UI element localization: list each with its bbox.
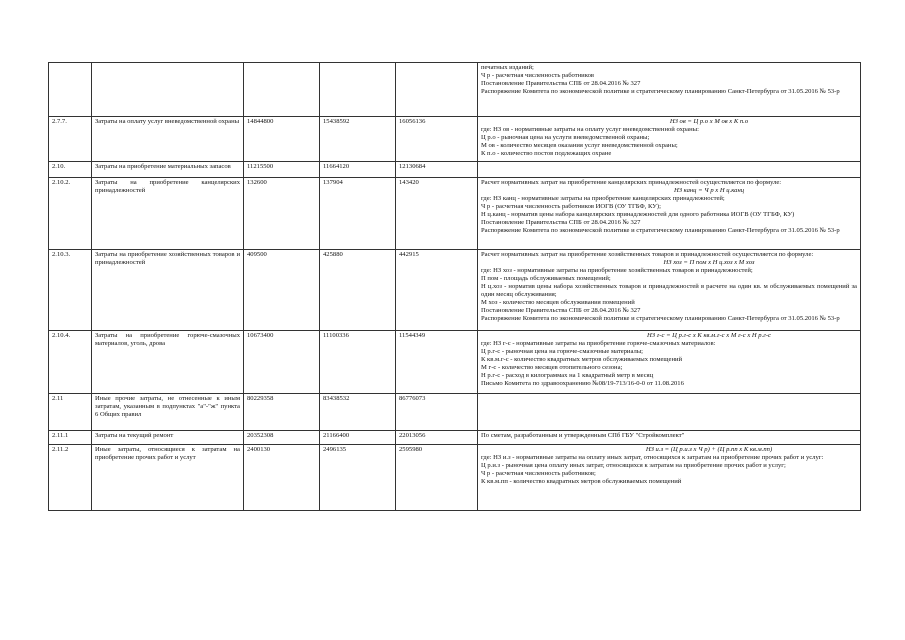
- calc-line: Н ц.хоз - норматив цены набора хозяйственных товаров и принадлежностей в расчете на один кв. м обслуживаемых помещений за один месяц обслуживания;: [481, 283, 857, 299]
- calc-line: Распоряжение Комитета по экономической политике и стратегическому планированию Санкт-Петербурга от 31.05.2016 № 53-р: [481, 315, 840, 323]
- calc-line: Н р.г-с - расход в килограммах на 1 квадратный метр в месяц: [481, 372, 654, 380]
- calc-line: Постановление Правительства СПБ от 28.04.2016 № 327: [481, 307, 641, 315]
- calc-line: печатных изданий;: [481, 64, 534, 71]
- calc-line: По сметам, разработанным и утвержденным СПб ГБУ "Стройкомплект": [481, 432, 685, 439]
- calc-line: где: НЗ хоз - нормативные затраты на приобретение хозяйственных товаров и принадлежностей;: [481, 267, 753, 275]
- calculation-description: [478, 162, 861, 178]
- value-year-3: 442915: [396, 250, 478, 331]
- cost-norms-table: [48, 62, 861, 511]
- row-number: 2.7.7.: [49, 117, 92, 162]
- calculation-description: [478, 250, 861, 331]
- value-year-3: 16056136: [396, 117, 478, 162]
- calculation-description: [478, 63, 861, 117]
- table-row: [49, 178, 861, 250]
- value-year-3: 86776073: [396, 394, 478, 431]
- row-number: 2.10.4.: [49, 331, 92, 394]
- value-year-1: 409500: [244, 250, 320, 331]
- table-row: [49, 63, 861, 117]
- calc-line: Ц р.и.з - рыночная цена оплату иных затрат, относящихся к затратам на приобретение прочих работ и услуг;: [481, 462, 786, 470]
- calc-line: М г-с - количество месяцев отопительного сезона;: [481, 364, 623, 372]
- value-year-3: [396, 63, 478, 117]
- value-year-1: 132600: [244, 178, 320, 250]
- calc-line: Ц р.о - рыночная цена на услуги вневедомственной охраны;: [481, 134, 650, 142]
- value-year-1: 80229358: [244, 394, 320, 431]
- row-number: 2.10.2.: [49, 178, 92, 250]
- value-year-1: 2400130: [244, 445, 320, 511]
- value-year-3: 143420: [396, 178, 478, 250]
- calc-line: М хоз - количество месяцев обслуживания помещений: [481, 299, 635, 307]
- calc-line: Распоряжение Комитета по экономической политике и стратегическому планированию Санкт-Петербурга от 31.05.2016 № 53-р: [481, 88, 840, 96]
- calculation-description: [478, 117, 861, 162]
- table-row: [49, 250, 861, 331]
- row-number: [49, 63, 92, 117]
- value-year-3: 2595980: [396, 445, 478, 511]
- row-number: 2.11.1: [49, 431, 92, 445]
- value-year-2: 83438532: [320, 394, 396, 431]
- calc-line: Ч р - расчетная численность работников: [481, 72, 594, 80]
- calc-formula: НЗ ов = Ц р.о х М ов х К п.о: [669, 118, 749, 125]
- calc-line: П пом - площадь обслуживаемых помещений;: [481, 275, 611, 283]
- row-name: Затраты на приобретение хозяйственных товаров и принадлежностей: [92, 250, 244, 331]
- row-number: 2.10.3.: [49, 250, 92, 331]
- table-row: [49, 117, 861, 162]
- calculation-description: [478, 394, 861, 431]
- value-year-1: 14844800: [244, 117, 320, 162]
- calculation-description: [478, 331, 861, 394]
- calculation-description: [478, 445, 861, 511]
- value-year-1: 11215500: [244, 162, 320, 178]
- calculation-description: [478, 431, 861, 445]
- calc-line: М ов - количество месяцев оказания услуг вневедомственной охраны;: [481, 142, 678, 150]
- table-row: [49, 331, 861, 394]
- table-row: [49, 445, 861, 511]
- calc-intro: Расчет нормативных затрат на приобретение хозяйственных товаров и принадлежностей осуществляется по формуле:: [481, 251, 814, 258]
- row-name: Иные затраты, относящиеся к затратам на приобретение прочих работ и услут: [92, 445, 244, 511]
- value-year-3: 22013056: [396, 431, 478, 445]
- value-year-2: 2496135: [320, 445, 396, 511]
- row-name: Иные прочие затраты, не отнесенные к иным затратам, указанным в подпунктах "а"-"ж" пункта 6 Общих правил: [92, 394, 244, 431]
- row-number: 2.11: [49, 394, 92, 431]
- calc-line: Н ц.канц - норматив цены набора канцелярских принадлежностей для одного работника ИОГВ (ОУ ТГБФ, КУ): [481, 211, 795, 219]
- value-year-2: 425880: [320, 250, 396, 331]
- calc-line: Распоряжение Комитета по экономической политике и стратегическому планированию Санкт-Петербурга от 31.05.2016 № 53-р: [481, 227, 840, 235]
- value-year-2: [320, 63, 396, 117]
- table-body: [49, 63, 861, 511]
- row-name: Затраты на приобретение горюче-смазочных материалов, уголь, дрова: [92, 331, 244, 394]
- calc-formula: НЗ и.з = (Ц р.и.з х Ч р) + (Ц р.пп х К кв.м.пп): [645, 446, 773, 453]
- calc-line: Письмо Комитета по здравоохранению №08/19-713/16-0-0 от 11.08.2016: [481, 380, 684, 388]
- calc-line: Постановление Правительства СПБ от 28.04.2016 № 327: [481, 219, 641, 227]
- calc-line: К кв.м.г-с - количество квадратных метров обслуживаемых помещений: [481, 356, 683, 364]
- row-number: 2.10.: [49, 162, 92, 178]
- value-year-2: 21166400: [320, 431, 396, 445]
- calc-line: где: НЗ и.з - нормативные затраты на оплату иных затрат, относящихся к затратам на приобретение прочих работ и услуг:: [481, 454, 824, 462]
- calc-intro: Расчет нормативных затрат на приобретение канцелярских принадлежностей осуществляется по формуле:: [481, 179, 782, 186]
- value-year-1: 20352308: [244, 431, 320, 445]
- row-name: Затраты на текущий ремонт: [92, 431, 244, 445]
- value-year-1: [244, 63, 320, 117]
- value-year-1: 10673400: [244, 331, 320, 394]
- row-name: Затраты на приобретение материальных запасов: [92, 162, 244, 178]
- calc-line: Ч р - расчетная численность работников;: [481, 470, 596, 478]
- calc-formula: НЗ хоз = П пом х Н ц.хоз х М хоз: [663, 259, 755, 267]
- value-year-3: 11544349: [396, 331, 478, 394]
- value-year-2: 11100336: [320, 331, 396, 394]
- calc-line: Ц р.г-с - рыночная цена на горюче-смазочные материалы;: [481, 348, 643, 356]
- calc-line: Постановление Правительства СПБ от 28.04.2016 № 327: [481, 80, 641, 88]
- calc-line: где: НЗ г-с - нормативные затраты на приобретение горюче-смазочных материалов:: [481, 340, 716, 348]
- calc-line: К кв.м.пп - количество квадратных метров обслуживаемых помещений: [481, 478, 682, 486]
- value-year-3: 12130684: [396, 162, 478, 178]
- value-year-2: 137904: [320, 178, 396, 250]
- calc-line: К п.о - количество постов подлежащих охране: [481, 150, 612, 158]
- calc-formula: НЗ канц = Ч р х Н ц.канц: [673, 187, 745, 195]
- row-number: 2.11.2: [49, 445, 92, 511]
- calc-line: Ч р - расчетная численность работников ИОГВ (ОУ ТГБФ, КУ);: [481, 203, 661, 211]
- row-name: [92, 63, 244, 117]
- calculation-description: [478, 178, 861, 250]
- row-name: Затраты на оплату услуг вневедомственной охраны: [92, 117, 244, 162]
- calc-line: где: НЗ ов - нормативные затраты на оплату услуг вневедомственной охраны:: [481, 126, 699, 134]
- table-row: [49, 394, 861, 431]
- table-row: [49, 162, 861, 178]
- calc-formula: НЗ г-с = Ц р.г-с х К кв.м.г-с х М г-с х Н р.г-с: [647, 332, 771, 339]
- value-year-2: 11664120: [320, 162, 396, 178]
- table-row: [49, 431, 861, 445]
- calc-line: где: НЗ канц - нормативные затраты на приобретение канцелярских принадлежностей;: [481, 195, 725, 203]
- row-name: Затраты на приобретение канцелярских принадлежностей: [92, 178, 244, 250]
- value-year-2: 15438592: [320, 117, 396, 162]
